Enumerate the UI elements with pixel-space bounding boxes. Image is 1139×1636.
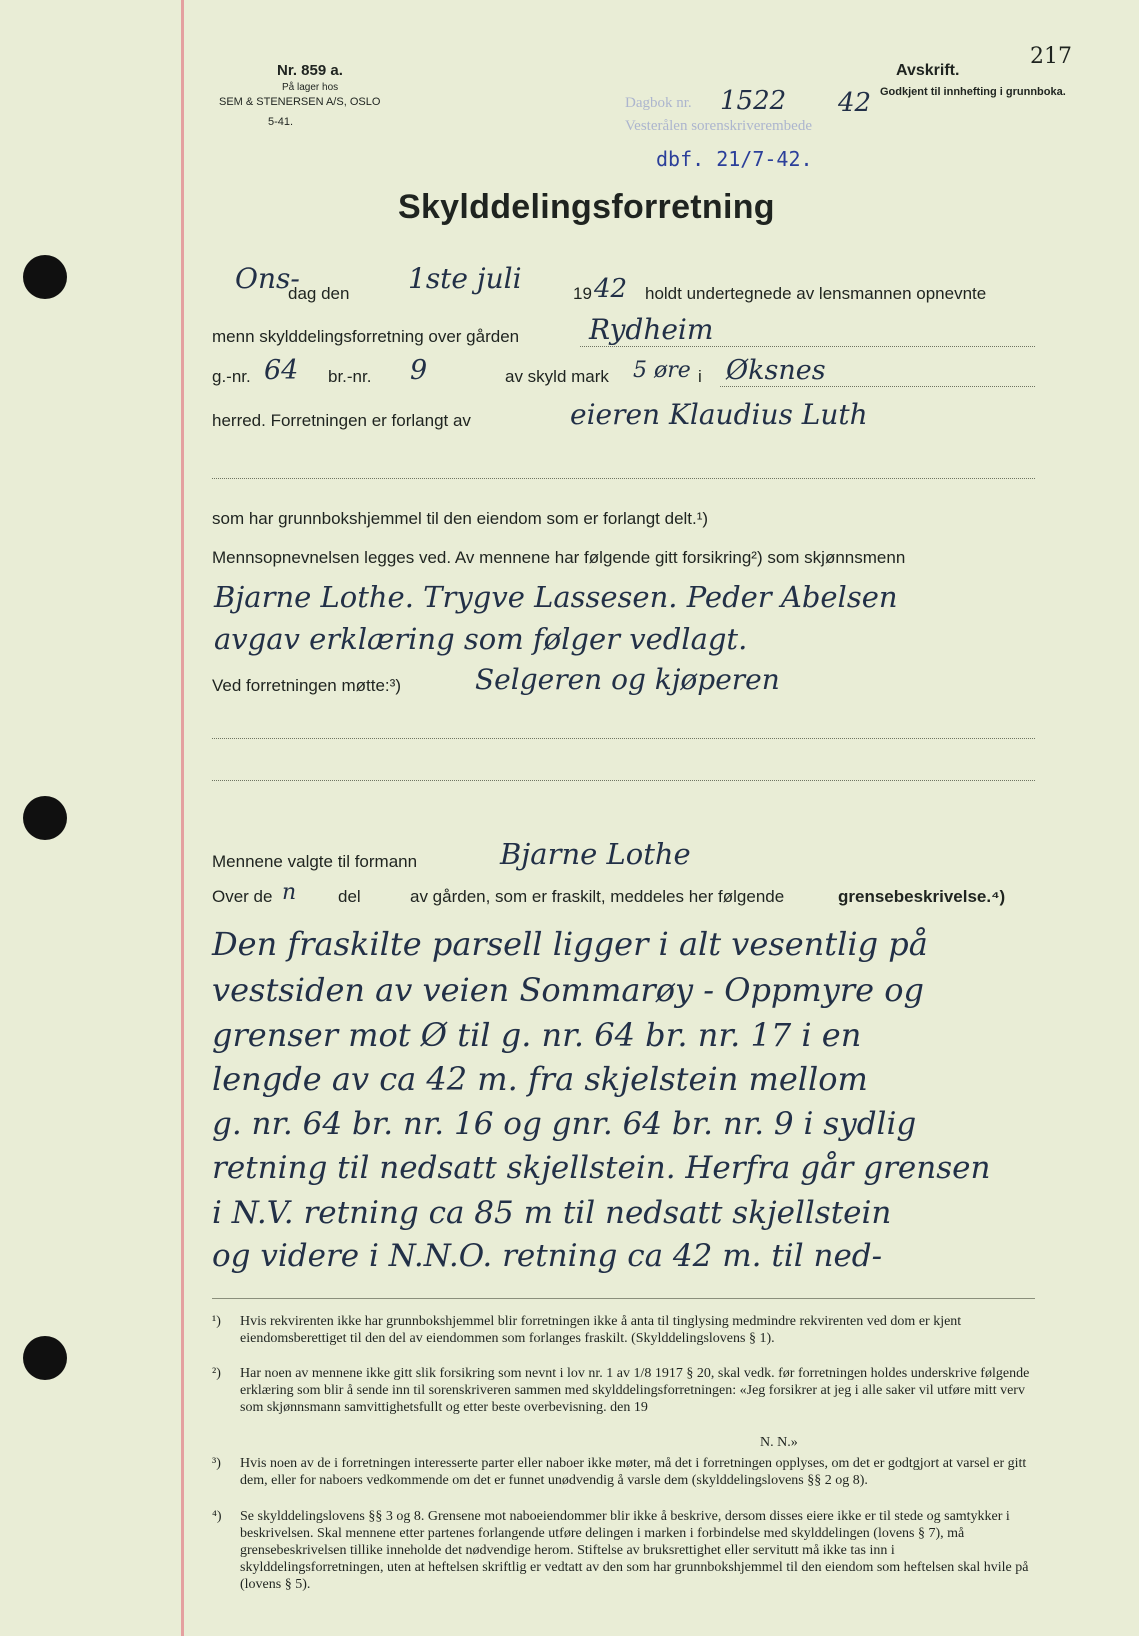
avskrift-label: Avskrift.: [896, 62, 960, 79]
boundary-hand-n: n: [282, 880, 297, 905]
form-number: Nr. 859 a.: [277, 62, 343, 79]
page-number: 217: [1030, 44, 1072, 69]
boundary-rest: av gården, som er fraskilt, meddeles her følgende: [410, 887, 785, 906]
footnote-number: ³): [212, 1456, 221, 1471]
dagbok-stamp-label: Dagbok nr.: [625, 95, 692, 111]
gnr-hand: 64: [264, 355, 299, 386]
gnr-label: g.-nr.: [212, 367, 251, 386]
men-hand-line: avgav erklæring som følger vedlagt.: [214, 622, 748, 656]
punch-hole-icon: [23, 796, 67, 840]
chairman-hand: Bjarne Lothe: [500, 837, 691, 871]
i-label: i: [698, 367, 702, 386]
line1-rest: holdt undertegnede av lensmannen opnevnte: [645, 284, 987, 303]
footnote-text: Hvis rekvirenten ikke har grunnbokshjemmel blir forretningen ikke å anta til tinglysing medmindre rekvirenten ved dom er kjent eiendomsberettiget til den del av eiendommen som forlanges fraskilt. (Skylddelingslovens § 1).: [240, 1314, 962, 1346]
dagbok-year: 42: [838, 88, 872, 118]
line4-text: herred. Forretningen er forlangt av: [212, 411, 471, 430]
footnote-number: ¹): [212, 1314, 221, 1329]
dag-den-label: dag den: [288, 284, 350, 303]
year-prefix: 19: [573, 284, 592, 303]
boundary-hand-line: Den fraskilte parsell ligger i alt vesentlig på: [212, 925, 928, 963]
bnr-hand: 9: [410, 355, 428, 386]
boundary-hand-line: og videre i N.N.O. retning ca 42 m. til ned-: [212, 1238, 883, 1274]
boundary-hand-line: vestsiden av veien Sommarøy - Oppmyre og: [212, 971, 924, 1009]
dotted-line: [212, 478, 1035, 479]
boundary-hand-line: retning til nedsatt skjellstein. Herfra går grensen: [212, 1150, 991, 1186]
skyld-label: av skyld mark: [505, 367, 609, 386]
meeting-label: Ved forretningen møtte:³): [212, 676, 401, 695]
footnote-separator: [212, 1298, 1035, 1299]
men-hand-line: Bjarne Lothe. Trygve Lassesen. Peder Abelsen: [214, 580, 898, 614]
line5-text: som har grunnbokshjemmel til den eiendom som er forlangt delt.¹): [212, 509, 709, 528]
boundary-hand-line: g. nr. 64 br. nr. 16 og gnr. 64 br. nr. 9 i sydlig: [212, 1106, 917, 1142]
document-title: Skylddelingsforretning: [398, 188, 775, 226]
footnote-text: Hvis noen av de i forretningen interesserte parter eller naboer ikke møter, må det i forretningen opplyses, om det er godtgjort at varsel er gitt dem, eller for naboers vedkommende om det er funnet unødvendig å varsle dem (skylddelingslovens §§ 2 og 8).: [240, 1456, 1027, 1488]
boundary-bold: grensebeskrivelse.⁴): [838, 887, 1006, 906]
boundary-over: Over de: [212, 887, 273, 906]
footnote-number: ⁴): [212, 1509, 222, 1524]
boundary-del: del: [338, 887, 361, 906]
date-hand: 1ste juli: [408, 262, 522, 295]
boundary-hand-line: i N.V. retning ca 85 m til nedsatt skjellstein: [212, 1195, 892, 1231]
registration-date-stamp: dbf. 21/7-42.: [656, 147, 813, 171]
requester-hand: eieren Klaudius Luth: [570, 398, 868, 431]
publisher-line1: På lager hos: [282, 82, 339, 93]
dotted-line: [212, 738, 1035, 739]
chairman-label: Mennene valgte til formann: [212, 852, 418, 871]
dotted-line: [720, 386, 1035, 387]
bnr-label: br.-nr.: [328, 367, 372, 386]
footnote: [212, 1455, 1042, 1507]
office-stamp: Vesterålen sorenskriverembede: [625, 118, 813, 134]
form-edition: 5-41.: [268, 116, 294, 128]
red-margin-line: [181, 0, 184, 1636]
punch-hole-icon: [23, 255, 67, 299]
footnote-text: N. N.»: [760, 1435, 798, 1450]
farm-name-hand: Rydheim: [589, 313, 714, 346]
meeting-hand: Selgeren og kjøperen: [475, 663, 780, 696]
footnote-text: Har noen av mennene ikke gitt slik forsikring som nevnt i lov nr. 1 av 1/8 1917 § 20, skal vedk. før forretningen holdes underskrive følgende erklæring som blir å sende inn til sorenskriveren sammen med skylddelingsforretningen: «Jeg forsikrer at jeg i alle saker vil utføre mitt verv som skjønnsmann samvittighetsfullt og etter beste overbevisning. den 19: [240, 1366, 1030, 1415]
line6-text: Mennsopnevnelsen legges ved. Av mennene har følgende gitt forsikring²) som skjønnsmenn: [212, 548, 906, 567]
boundary-hand-line: lengde av ca 42 m. fra skjelstein mellom: [212, 1060, 868, 1098]
skyld-hand: 5 øre: [633, 358, 691, 383]
publisher-line2: SEM & STENERSEN A/S, OSLO: [219, 96, 381, 108]
footnote-signature: [760, 1434, 860, 1451]
dotted-line: [580, 346, 1035, 347]
line2-text: menn skylddelingsforretning over gården: [212, 327, 520, 346]
footnote: [212, 1365, 1042, 1435]
punch-hole-icon: [23, 1336, 67, 1380]
dagbok-number: 1522: [720, 86, 787, 116]
footnote: [212, 1313, 1042, 1365]
footnote-number: ²): [212, 1366, 221, 1381]
kommune-hand: Øksnes: [726, 355, 826, 386]
boundary-hand-line: grenser mot Ø til g. nr. 64 br. nr. 17 i en: [212, 1016, 862, 1054]
approval-note: Godkjent til innhefting i grunnboka.: [880, 86, 1066, 98]
footnote: [212, 1508, 1042, 1613]
footnote-text: Se skylddelingslovens §§ 3 og 8. Grensene mot naboeiendommer blir ikke å beskrive, dersom disses eiere ikke er til stede og samtykker i beskrivelsen. Skal mennene etter partenes forlangende utføre delingen i marken i forbindelse med skylddelingen (lovens § 7), må grensebeskrivelsen tillike inneholde det nødvendige herom. Stiftelse av bruksrettighet eller servitutt må ikke tas inn i skylddelingsforretningen, uten at heftelsen skriftlig er vedtatt av den som har grunnbokshjemmel til den eiendom som heftelsen skal hvile på (lovens § 5).: [240, 1509, 1029, 1592]
dotted-line: [212, 780, 1035, 781]
weekday-hand: Ons-: [235, 262, 300, 295]
year-hand: 42: [594, 274, 628, 304]
